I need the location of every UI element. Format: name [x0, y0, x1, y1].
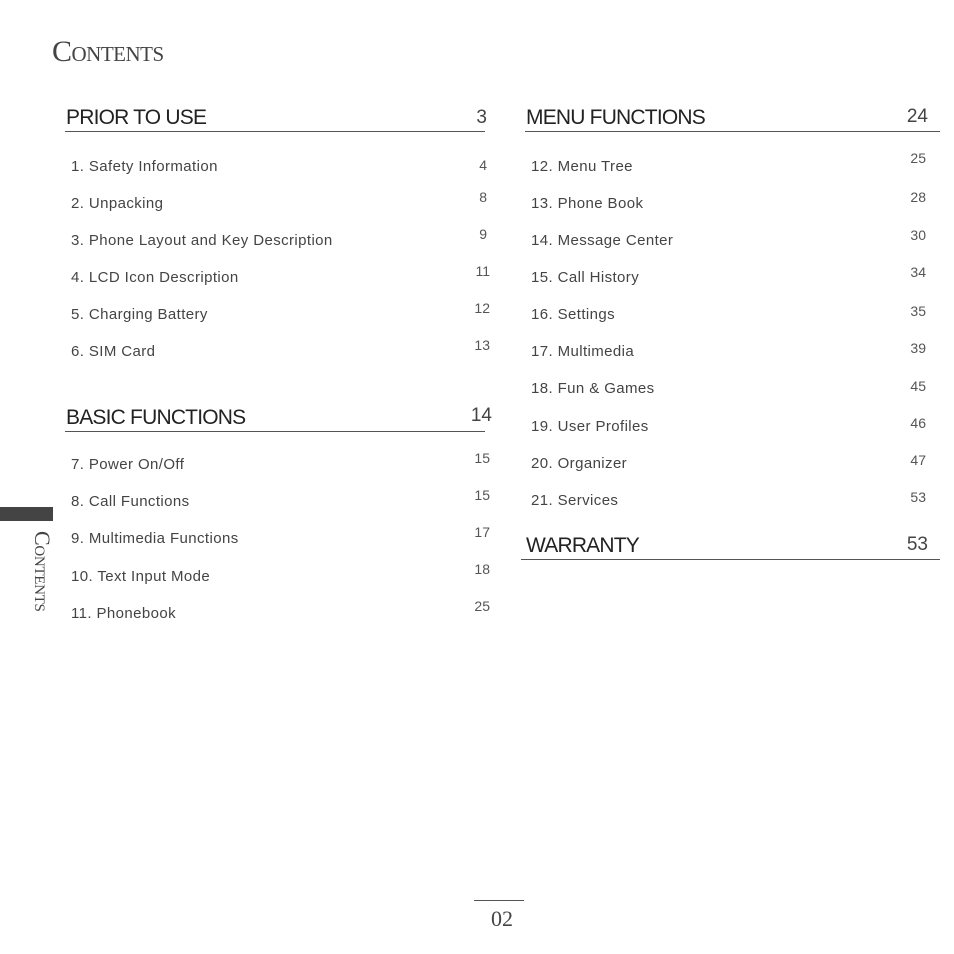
toc-entry-lcd-icon-description[interactable] [71, 265, 490, 287]
footer-rule [474, 900, 524, 901]
toc-entry-page: 45 [910, 378, 926, 394]
section-page-number: 3 [476, 107, 487, 128]
toc-entry-label: 11. Phonebook [71, 605, 177, 622]
toc-entry-sim-card[interactable] [71, 339, 490, 361]
section-title: WARRANTY [526, 534, 639, 557]
toc-entry-label: 2. Unpacking [71, 195, 164, 212]
section-page-number: 53 [906, 534, 928, 555]
toc-entry-power-on-off[interactable] [71, 452, 490, 474]
toc-entry-page: 25 [474, 598, 490, 614]
toc-entry-label: 7. Power On/Off [71, 456, 185, 473]
toc-entry-label: 21. Services [531, 492, 619, 509]
toc-entry-page: 53 [910, 489, 926, 505]
toc-entry-label: 5. Charging Battery [71, 306, 208, 323]
toc-entry-page: 28 [910, 189, 926, 205]
toc-entry-page: 39 [910, 340, 926, 356]
toc-entry-label: 1. Safety Information [71, 158, 218, 175]
toc-entry-page: 30 [910, 227, 926, 243]
toc-entry-fun-and-games[interactable] [531, 376, 926, 398]
toc-entry-page: 34 [910, 264, 926, 280]
toc-entry-call-functions[interactable] [71, 489, 490, 511]
section-page-number: 14 [470, 405, 492, 426]
toc-entry-page: 17 [474, 524, 490, 540]
toc-entry-text-input-mode[interactable] [71, 561, 490, 586]
toc-entry-label: 17. Multimedia [531, 343, 635, 360]
toc-entry-multimedia-functions[interactable] [71, 526, 490, 548]
toc-entry-label: 16. Settings [531, 306, 616, 323]
toc-entry-page: 18 [474, 561, 490, 577]
page-title: Contents [52, 35, 164, 68]
toc-entry-label: 19. User Profiles [531, 418, 649, 435]
toc-entry-label: 8. Call Functions [71, 493, 190, 510]
toc-entry-page: 46 [910, 415, 926, 431]
toc-entry-settings[interactable] [531, 302, 926, 324]
toc-entry-page: 35 [910, 303, 926, 319]
toc-entry-label: 4. LCD Icon Description [71, 269, 239, 286]
toc-entry-label: 15. Call History [531, 269, 640, 286]
side-tab-marker [0, 507, 53, 521]
toc-entry-label: 13. Phone Book [531, 195, 644, 212]
toc-entry-page: 25 [910, 150, 926, 166]
section-page-number: 24 [906, 106, 928, 127]
section-basic-functions[interactable] [65, 401, 492, 432]
toc-entry-phonebook[interactable] [71, 598, 490, 623]
toc-entry-unpacking[interactable] [71, 191, 487, 213]
section-warranty[interactable] [521, 529, 940, 560]
toc-entry-label: 14. Message Center [531, 232, 674, 249]
toc-entry-page: 13 [474, 337, 490, 353]
toc-entry-label: 20. Organizer [531, 455, 628, 472]
toc-entry-label: 3. Phone Layout and Key Description [71, 232, 333, 249]
toc-entry-phone-book[interactable] [531, 191, 926, 213]
toc-entry-charging-battery[interactable] [71, 302, 490, 324]
toc-entry-page: 47 [910, 452, 926, 468]
toc-entry-multimedia[interactable] [531, 339, 926, 361]
side-tab-label: Contents [30, 531, 55, 612]
toc-entry-page: 15 [474, 487, 490, 503]
toc-entry-page: 12 [474, 300, 490, 316]
section-title: MENU FUNCTIONS [526, 106, 705, 129]
section-prior-to-use[interactable] [65, 101, 485, 132]
toc-entry-services[interactable] [531, 488, 926, 510]
toc-entry-page: 8 [479, 189, 487, 205]
toc-entry-label: 18. Fun & Games [531, 380, 655, 397]
toc-entry-safety-information[interactable] [71, 154, 487, 176]
toc-entry-page: 15 [474, 450, 490, 466]
section-menu-functions[interactable] [525, 101, 940, 132]
toc-entry-menu-tree[interactable] [531, 150, 926, 176]
toc-entry-phone-layout[interactable] [71, 228, 487, 250]
toc-entry-label: 10. Text Input Mode [71, 568, 211, 585]
toc-entry-page: 11 [475, 263, 490, 279]
toc-entry-label: 12. Menu Tree [531, 158, 633, 175]
toc-entry-message-center[interactable] [531, 228, 926, 250]
page-number: 02 [491, 906, 513, 931]
toc-entry-call-history[interactable] [531, 265, 926, 287]
section-title: PRIOR TO USE [66, 106, 207, 129]
toc-entry-user-profiles[interactable] [531, 414, 926, 436]
toc-entry-label: 9. Multimedia Functions [71, 530, 239, 547]
toc-entry-page: 9 [479, 226, 487, 242]
toc-entry-page: 4 [479, 157, 487, 173]
section-title: BASIC FUNCTIONS [66, 406, 246, 429]
toc-entry-label: 6. SIM Card [71, 343, 156, 360]
toc-entry-organizer[interactable] [531, 451, 926, 473]
